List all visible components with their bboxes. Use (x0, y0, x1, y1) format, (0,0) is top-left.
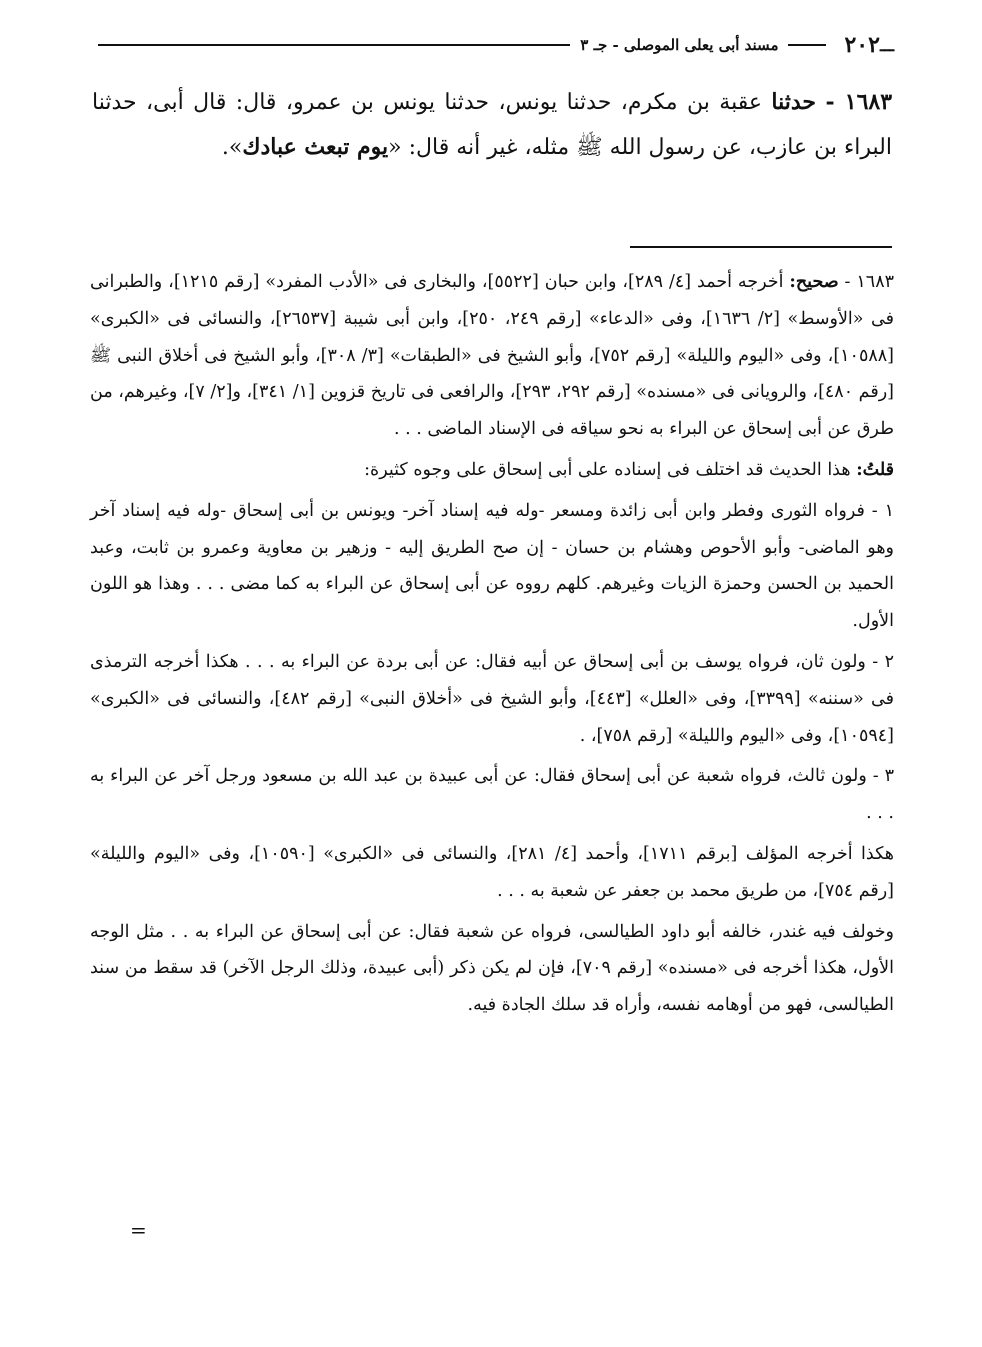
note-text: أخرجه أحمد [٤/ ٢٨٩]، وابن حبان [٥٥٢٢]، والبخارى فى «الأدب المفرد» [رقم ١٢١٥]، والطبرانى فى «الأوسط» [٢/ ١٦٣٦]، وفى «الدعاء» [رقم ٢٤٩، ٢٥٠]، وابن أبى شيبة [٢٦٥٣٧]، والنسائى فى «الكبرى» [١٠٥٨٨]، وفى «اليوم والليلة» [رقم ٧٥٢]، وأبو الشيخ فى «الطبقات» [٣/ ٣٠٨]، وأبو الشيخ فى أخلاق النبى ﷺ [رقم ٤٨٠]، والرويانى فى «مسنده» [رقم ٢٩٢، ٢٩٣]، والرافعى فى تاريخ قزوين [١/ ٣٤١]، و[٢/ ٧]، وغيرهم، من طرق عن أبى إسحاق عن البراء به نحو سياقه فى الإسناد الماضى . . . (90, 272, 894, 440)
running-header (88, 28, 894, 62)
note-paragraph (90, 452, 894, 489)
hadith-text (92, 80, 892, 170)
hadith-close: ». (221, 135, 243, 160)
qultu-label: قلتُ: (856, 459, 894, 480)
note-paragraph: وخولف فيه غندر، خالفه أبو داود الطيالسى، فرواه عن شعبة فقال: عن أبى إسحاق عن البراء به . . مثل الوجه الأول، هكذا أخرجه فى «مسنده» [رقم ٧٠٩]، فإن لم يكن ذكر (أبى عبيدة، وذلك الرجل الآخر) قد سقط من سند الطيالسى، فهو من أوهامه نفسه، وأراه قد سلك الجادة فيه. (90, 921, 895, 1016)
note-paragraph: هكذا أخرجه المؤلف [برقم ١٧١١]، وأحمد [٤/ ٢٨١]، والنسائى فى «الكبرى» [١٠٥٩٠]، وفى «اليوم والليلة» [رقم ٧٥٤]، من طريق محمد بن جعفر عن شعبة به . . . (90, 843, 894, 901)
note-number: ١٦٨٣ - (844, 272, 894, 292)
commentary (90, 264, 894, 1028)
book-title: مسند أبى يعلى الموصلى - جـ ٣ (580, 36, 779, 54)
hadith-body: عقبة بن مكرم، حدثنا يونس، حدثنا يونس بن عمرو، قال: قال أبى، حدثنا البراء بن عازب، عن رسول الله ﷺ مثله، غير أنه قال: « (92, 90, 892, 160)
grade-label: صحيح: (789, 272, 839, 292)
note-paragraph: ٢ - ولون ثان، فرواه يوسف بن أبى إسحاق عن أبيه فقال: عن أبى بردة عن البراء به . . . هكذا أخرجه الترمذى فى «سننه» [٣٣٩٩]، وفى «العلل» [٤٤٣]، وأبو الشيخ فى «أخلاق النبى» [رقم ٤٨٢]، والنسائى فى «الكبرى» [١٠٥٩٤]، وفى «اليوم والليلة» [رقم ٧٥٨]، . (90, 651, 894, 746)
continuation-mark: = (130, 1218, 147, 1242)
footnote-separator (630, 246, 892, 248)
page-number: ٢٠٢ (844, 32, 880, 58)
note-paragraph: ١ - فرواه الثورى وفطر وابن أبى زائدة ومسعر -وله فيه إسناد آخر- ويونس بن أبى إسحاق -وله فيه إسناد آخر وهو الماضى- وأبو الأحوص وهشام بن حسان - إن صح الطريق إليه - وزهير بن معاوية وعمرو بن ثابت، وعبد الحميد بن الحسن وحمزة الزيات وغيرهم. كلهم رووه عن أبى إسحاق عن البراء به كما مضى . . . وهذا هو اللون الأول. (90, 500, 894, 632)
hadith-number: ١٦٨٣ - (825, 89, 893, 115)
header-lead-rule: ـــ (879, 35, 894, 55)
note-paragraph (90, 264, 894, 448)
qultu-text: هذا الحديث قد اختلف فى إسناده على أبى إسحاق على وجوه كثيرة: (364, 459, 851, 480)
hadith-emphasis: يوم تبعث عبادك (242, 134, 389, 160)
note-paragraph: ٣ - ولون ثالث، فرواه شعبة عن أبى إسحاق فقال: عن أبى عبيدة بن عبد الله بن مسعود ورجل آخر عن البراء به . . . (90, 766, 894, 824)
header-rule-short (788, 44, 826, 46)
hadith-opening: حدثنا (771, 89, 817, 115)
header-rule (98, 44, 570, 46)
